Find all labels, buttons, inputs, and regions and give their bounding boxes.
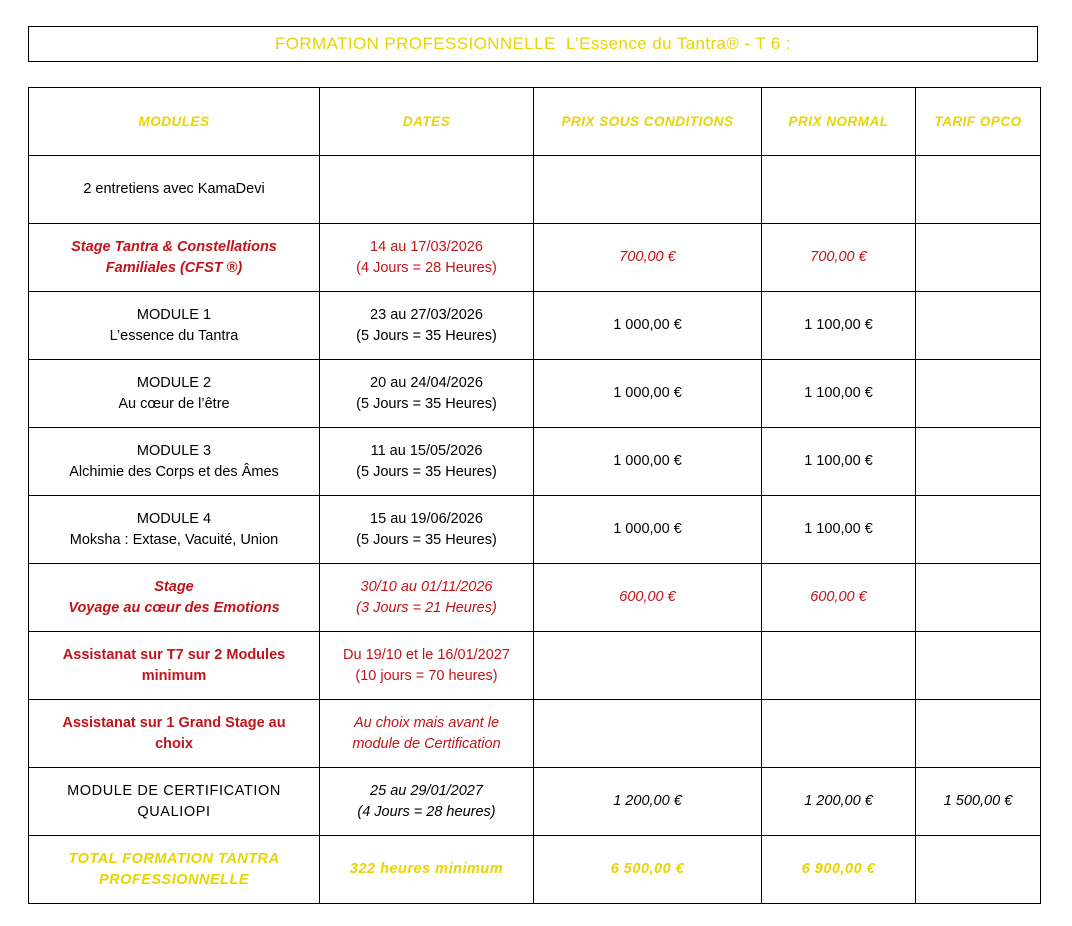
formation-table (28, 87, 1041, 904)
dates-cell (320, 224, 534, 292)
dates-cell (320, 768, 534, 836)
module-cell (29, 428, 320, 496)
prix-conditions-cell: 1 000,00 € (534, 428, 762, 496)
module-line: choix (155, 735, 193, 752)
header-dates: DATES (320, 88, 534, 156)
module-cell (29, 156, 320, 224)
module-line: MODULE 2 (136, 374, 212, 391)
total-dates-cell: 322 heures minimum (320, 836, 534, 904)
dates-cell (320, 428, 534, 496)
dates-line: (4 Jours = 28 heures) (357, 803, 496, 820)
table-row (29, 292, 1041, 360)
tarif-opco-cell (916, 224, 1041, 292)
dates-line: 14 au 17/03/2026 (370, 238, 483, 255)
tarif-opco-cell (916, 428, 1041, 496)
dates-line: (5 Jours = 35 Heures) (356, 327, 497, 344)
module-line: 2 entretiens avec KamaDevi (83, 181, 265, 197)
prix-normal-cell: 1 100,00 € (762, 360, 916, 428)
total-prix-conditions-cell: 6 500,00 € (534, 836, 762, 904)
table-row (29, 428, 1041, 496)
prix-normal-cell: 700,00 € (762, 224, 916, 292)
prix-normal-cell (762, 632, 916, 700)
prix-conditions-cell: 700,00 € (534, 224, 762, 292)
dates-line: (10 jours = 70 heures) (355, 667, 498, 684)
dates-line: Au choix mais avant le (353, 714, 500, 731)
prix-normal-cell: 1 100,00 € (762, 496, 916, 564)
dates-cell (320, 632, 534, 700)
prix-conditions-cell: 1 000,00 € (534, 292, 762, 360)
table-row (29, 496, 1041, 564)
dates-cell (320, 700, 534, 768)
table-row (29, 224, 1041, 292)
module-cell (29, 564, 320, 632)
tarif-opco-cell (916, 564, 1041, 632)
module-line: QUALIOPI (137, 803, 211, 820)
dates-line: 25 au 29/01/2027 (370, 782, 483, 799)
module-line: Alchimie des Corps et des Âmes (69, 463, 279, 480)
header-tarif-opco: TARIF OPCO (916, 88, 1041, 156)
prix-normal-cell (762, 156, 916, 224)
module-cell (29, 224, 320, 292)
module-cell (29, 496, 320, 564)
module-line: minimum (141, 667, 207, 684)
dates-line: 23 au 27/03/2026 (370, 306, 483, 323)
tarif-opco-cell (916, 632, 1041, 700)
table-row (29, 156, 1041, 224)
prix-normal-cell: 1 100,00 € (762, 428, 916, 496)
dates-line: 30/10 au 01/11/2026 (360, 578, 493, 595)
dates-line: (3 Jours = 21 Heures) (356, 599, 497, 616)
tarif-opco-cell: 1 500,00 € (916, 768, 1041, 836)
module-cell (29, 360, 320, 428)
module-line: MODULE 3 (136, 442, 212, 459)
table-row (29, 360, 1041, 428)
total-tarif-opco-cell (916, 836, 1041, 904)
tarif-opco-cell (916, 292, 1041, 360)
prix-normal-cell: 1 200,00 € (762, 768, 916, 836)
total-module-line: PROFESSIONNELLE (98, 871, 250, 888)
table-header-row (29, 88, 1041, 156)
total-row (29, 836, 1041, 904)
dates-line: 20 au 24/04/2026 (370, 374, 483, 391)
module-line: Assistanat sur 1 Grand Stage au (62, 714, 286, 731)
dates-line: 15 au 19/06/2026 (370, 510, 483, 527)
tarif-opco-cell (916, 496, 1041, 564)
module-line: Voyage au cœur des Emotions (68, 599, 280, 616)
header-modules: MODULES (29, 88, 320, 156)
header-prix-normal: PRIX NORMAL (762, 88, 916, 156)
header-prix-sous-conditions: PRIX SOUS CONDITIONS (534, 88, 762, 156)
total-module-line: TOTAL FORMATION TANTRA (68, 850, 280, 867)
module-line: Stage Tantra & Constellations (71, 238, 277, 255)
dates-line: module de Certification (352, 735, 501, 752)
prix-conditions-cell: 1 200,00 € (534, 768, 762, 836)
module-cell (29, 292, 320, 360)
module-line: Familiales (CFST ®) (105, 259, 243, 276)
prix-normal-cell: 600,00 € (762, 564, 916, 632)
table-row (29, 564, 1041, 632)
dates-cell (320, 360, 534, 428)
prix-conditions-cell: 600,00 € (534, 564, 762, 632)
dates-line: (5 Jours = 35 Heures) (356, 395, 497, 412)
module-cell (29, 700, 320, 768)
module-cell (29, 632, 320, 700)
module-line: L’essence du Tantra (109, 327, 239, 344)
dates-cell (320, 496, 534, 564)
table-row (29, 632, 1041, 700)
dates-cell (320, 564, 534, 632)
dates-cell (320, 292, 534, 360)
prix-conditions-cell: 1 000,00 € (534, 360, 762, 428)
prix-normal-cell (762, 700, 916, 768)
tarif-opco-cell (916, 360, 1041, 428)
module-cell (29, 768, 320, 836)
module-line: Au cœur de l’être (118, 395, 230, 412)
total-prix-normal-cell: 6 900,00 € (762, 836, 916, 904)
table-row (29, 700, 1041, 768)
table-row (29, 768, 1041, 836)
prix-conditions-cell (534, 700, 762, 768)
document-title: FORMATION PROFESSIONNELLE L’Essence du Tantra® - T 6 : (28, 26, 1038, 62)
dates-line: (4 Jours = 28 Heures) (356, 259, 497, 276)
dates-line: (5 Jours = 35 Heures) (356, 531, 497, 548)
module-line: MODULE 4 (136, 510, 212, 527)
dates-cell (320, 156, 534, 224)
prix-conditions-cell: 1 000,00 € (534, 496, 762, 564)
total-module-cell (29, 836, 320, 904)
prix-conditions-cell (534, 632, 762, 700)
tarif-opco-cell (916, 700, 1041, 768)
module-line: MODULE 1 (136, 306, 212, 323)
module-line: MODULE DE CERTIFICATION (67, 782, 281, 799)
module-line: Stage (154, 578, 194, 595)
tarif-opco-cell (916, 156, 1041, 224)
module-line: Assistanat sur T7 sur 2 Modules (62, 646, 286, 663)
dates-line: Du 19/10 et le 16/01/2027 (343, 646, 510, 663)
dates-line: 11 au 15/05/2026 (370, 442, 483, 459)
dates-line: (5 Jours = 35 Heures) (356, 463, 497, 480)
module-line: Moksha : Extase, Vacuité, Union (69, 531, 279, 548)
prix-conditions-cell (534, 156, 762, 224)
prix-normal-cell: 1 100,00 € (762, 292, 916, 360)
